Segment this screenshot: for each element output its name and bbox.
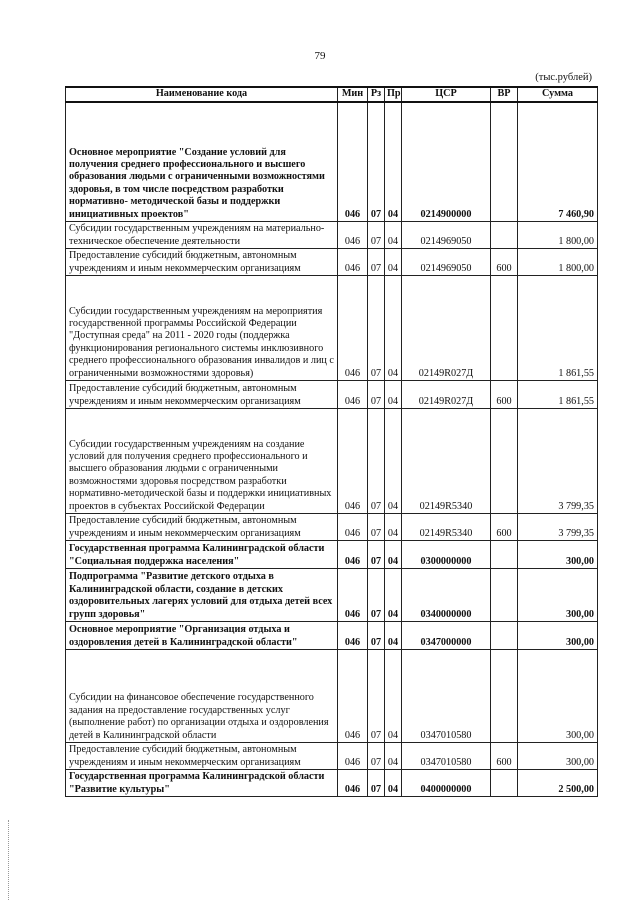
row-pr: 04: [385, 514, 402, 541]
row-name: Предоставление субсидий бюджетным, автономным учреждениям и иным некоммерческим организациям: [66, 249, 338, 276]
table-row: [66, 249, 598, 276]
page-number: 79: [314, 50, 326, 62]
row-rz: 07: [368, 743, 385, 770]
row-sum: 7 460,90: [518, 102, 598, 222]
row-rz: 07: [368, 381, 385, 409]
row-sum: 300,00: [518, 569, 598, 622]
row-pr: 04: [385, 222, 402, 249]
header-csr: ЦСР: [402, 87, 491, 102]
row-rz: 07: [368, 569, 385, 622]
table-row: [66, 409, 598, 514]
budget-table: [65, 86, 598, 797]
header-min: Мин: [338, 87, 368, 102]
table-row: [66, 541, 598, 569]
row-name: Предоставление субсидий бюджетным, автономным учреждениям и иным некоммерческим организациям: [66, 743, 338, 770]
row-sum: 3 799,35: [518, 409, 598, 514]
row-csr: 0214969050: [402, 249, 491, 276]
table-row: [66, 569, 598, 622]
row-min: 046: [338, 650, 368, 743]
header-sum: Сумма: [518, 87, 598, 102]
row-pr: 04: [385, 409, 402, 514]
row-csr: 0347000000: [402, 622, 491, 650]
row-name: Субсидии государственным учреждениям на материально-техническое обеспечение деятельности: [66, 222, 338, 249]
row-rz: 07: [368, 276, 385, 381]
row-min: 046: [338, 514, 368, 541]
row-rz: 07: [368, 622, 385, 650]
row-sum: 300,00: [518, 541, 598, 569]
row-pr: 04: [385, 650, 402, 743]
header-name: Наименование кода: [66, 87, 338, 102]
row-sum: 1 861,55: [518, 276, 598, 381]
table-row: [66, 650, 598, 743]
row-rz: 07: [368, 222, 385, 249]
row-min: 046: [338, 770, 368, 797]
row-sum: 300,00: [518, 622, 598, 650]
margin-mark: [8, 820, 13, 900]
row-rz: 07: [368, 541, 385, 569]
row-rz: 07: [368, 770, 385, 797]
header-rz: Рз: [368, 87, 385, 102]
row-pr: 04: [385, 743, 402, 770]
row-sum: 2 500,00: [518, 770, 598, 797]
table-row: [66, 381, 598, 409]
table-header-row: [66, 87, 598, 102]
row-min: 046: [338, 569, 368, 622]
row-vr: [491, 650, 518, 743]
row-vr: [491, 622, 518, 650]
header-vr: ВР: [491, 87, 518, 102]
row-sum: 300,00: [518, 743, 598, 770]
row-sum: 1 800,00: [518, 249, 598, 276]
row-csr: 02149R5340: [402, 409, 491, 514]
row-pr: 04: [385, 381, 402, 409]
row-min: 046: [338, 622, 368, 650]
row-min: 046: [338, 222, 368, 249]
row-name: Субсидии государственным учреждениям на мероприятия государственной программы Российской Федерации "Доступная среда" на 2011 - 2020 годы (поддержка функционирования регионального системы инклюзивного среднего профессионального образования инвалидов и лиц с ограниченными возможностями здоровья): [66, 276, 338, 381]
row-pr: 04: [385, 249, 402, 276]
row-csr: 0300000000: [402, 541, 491, 569]
row-csr: 0400000000: [402, 770, 491, 797]
row-vr: 600: [491, 514, 518, 541]
row-name: Субсидии государственным учреждениям на создание условий для получения среднего профессионального и высшего образования людьми с ограниченными возможностями здоровья посредством разработки нормативно-методической базы и поддержки инициативных проектов в субъектах Российской Федерации: [66, 409, 338, 514]
row-min: 046: [338, 409, 368, 514]
row-name: Предоставление субсидий бюджетным, автономным учреждениям и иным некоммерческим организациям: [66, 514, 338, 541]
row-pr: 04: [385, 541, 402, 569]
table-row: [66, 770, 598, 797]
row-vr: 600: [491, 381, 518, 409]
row-pr: 04: [385, 770, 402, 797]
row-name: Субсидии на финансовое обеспечение государственного задания на предоставление государственных услуг (выполнение работ) по организации отдыха и оздоровления детей в Калининградской области: [66, 650, 338, 743]
table-row: [66, 743, 598, 770]
row-vr: 600: [491, 249, 518, 276]
row-csr: 0214900000: [402, 102, 491, 222]
row-pr: 04: [385, 569, 402, 622]
row-csr: 0340000000: [402, 569, 491, 622]
row-name: Подпрограмма "Развитие детского отдыха в Калининградской области, создание в детских оздоровительных лагерях условий для отдыха детей всех групп здоровья": [66, 569, 338, 622]
row-csr: 0347010580: [402, 650, 491, 743]
row-min: 046: [338, 249, 368, 276]
row-min: 046: [338, 541, 368, 569]
table-row: [66, 222, 598, 249]
row-csr: 0347010580: [402, 743, 491, 770]
row-sum: 3 799,35: [518, 514, 598, 541]
row-sum: 300,00: [518, 650, 598, 743]
row-name: Основное мероприятие "Создание условий для получения среднего профессионального и высшего образования людьми с ограниченными возможностями здоровья, в том числе посредством разработки нормативно- методической базы и поддержки инициативных проектов": [66, 102, 338, 222]
table-row: [66, 514, 598, 541]
units-label: (тыс.рублей): [535, 72, 592, 83]
row-vr: [491, 770, 518, 797]
row-csr: 02149R027Д: [402, 276, 491, 381]
row-name: Основное мероприятие "Организация отдыха и оздоровления детей в Калининградской области": [66, 622, 338, 650]
row-vr: [491, 102, 518, 222]
row-name: Государственная программа Калининградской области "Развитие культуры": [66, 770, 338, 797]
row-sum: 1 861,55: [518, 381, 598, 409]
row-vr: [491, 409, 518, 514]
row-rz: 07: [368, 409, 385, 514]
row-min: 046: [338, 102, 368, 222]
row-rz: 07: [368, 650, 385, 743]
table-row: [66, 102, 598, 222]
row-min: 046: [338, 743, 368, 770]
row-csr: 02149R027Д: [402, 381, 491, 409]
row-name: Предоставление субсидий бюджетным, автономным учреждениям и иным некоммерческим организациям: [66, 381, 338, 409]
row-name: Государственная программа Калининградской области "Социальная поддержка населения": [66, 541, 338, 569]
row-rz: 07: [368, 249, 385, 276]
row-pr: 04: [385, 102, 402, 222]
row-pr: 04: [385, 276, 402, 381]
row-min: 046: [338, 381, 368, 409]
row-rz: 07: [368, 514, 385, 541]
row-vr: [491, 222, 518, 249]
row-rz: 07: [368, 102, 385, 222]
table-row: [66, 622, 598, 650]
row-vr: [491, 541, 518, 569]
row-vr: 600: [491, 743, 518, 770]
table-row: [66, 276, 598, 381]
row-vr: [491, 276, 518, 381]
row-csr: 0214969050: [402, 222, 491, 249]
row-vr: [491, 569, 518, 622]
row-pr: 04: [385, 622, 402, 650]
row-min: 046: [338, 276, 368, 381]
row-sum: 1 800,00: [518, 222, 598, 249]
row-csr: 02149R5340: [402, 514, 491, 541]
header-pr: Пр: [385, 87, 402, 102]
